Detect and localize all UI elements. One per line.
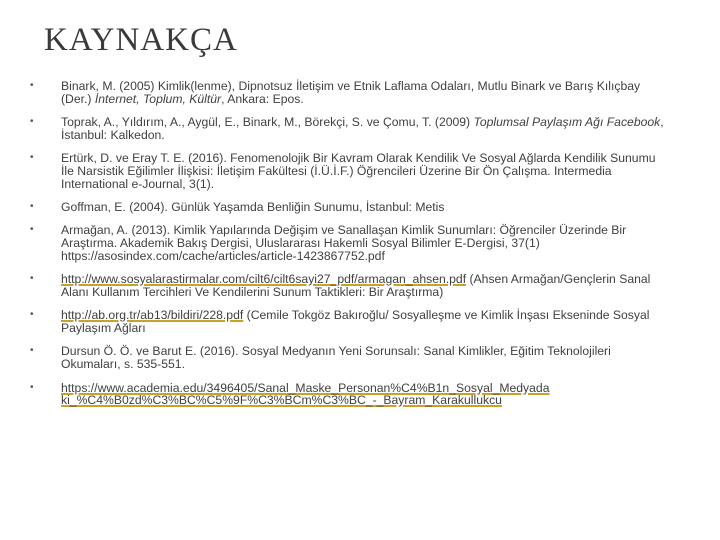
bullet-icon: • xyxy=(30,80,34,91)
reference-link[interactable]: https://www.academia.edu/3496405/Sanal_Maske_Personan%C4%B1n_Sosyal_Medyada ki_%C4%B0zd%C3%BC%C5%9F%C3%BCm%C3%BC_-_Bayram_Karakullukcu xyxy=(61,380,550,408)
bullet-icon: • xyxy=(30,116,34,128)
bullet-icon: • xyxy=(30,273,34,285)
reference-item xyxy=(30,201,670,214)
reference-item xyxy=(30,273,670,299)
bullet-icon: • xyxy=(30,201,34,213)
reference-book-title: İnternet, Toplum, Kültür xyxy=(94,91,222,106)
reference-text: Dursun Ö. Ö. ve Barut E. (2016). Sosyal Medyanın Yeni Sorunsalı: Sanal Kimlikler, Eğitim Teknolojileri Okumaları, s. 535-551. xyxy=(61,344,611,372)
reference-text: , İstanbul: Kalkedon. xyxy=(61,115,664,142)
reference-text: Binark, M. (2005) Kimlik(lenme), Dipnotsuz İletişim ve Etnik Laflama Odaları, Mutlu Binark ve Barış Kılıçbay (Der.) xyxy=(61,79,641,106)
reference-text: Armağan, A. (2013). Kimlik Yapılarında Değişim ve Sanallaşan Kimlik Sunumları: Öğrenciler Üzerinde Bir Araştırma. Akademik Bakış Dergisi, Uluslararası Hakemli Sosyal Bilimler E-Dergisi, 37(1) https://asosindex.com/cache/articles/article-1423867752.pdf xyxy=(61,223,627,263)
bullet-icon: • xyxy=(30,152,34,164)
reference-item xyxy=(30,80,670,106)
reference-item xyxy=(30,345,670,371)
reference-text: , Ankara: Epos. xyxy=(221,91,304,106)
reference-text: Ertürk, D. ve Eray T. E. (2016). Fenomenolojik Bir Kavram Olarak Kendilik Ve Sosyal Ağlarda Kendilik Sunumu İle Narsistik Eğilimler İlişkisi: İletişim Fakültesi (İ.Ü.İ.F.) Öğrencileri Üzerine Bir Ön Çalışma. Intermedia International e-Journal, 3(1). xyxy=(61,151,656,191)
reference-link[interactable]: http://ab.org.tr/ab13/bildiri/228.pdf xyxy=(61,308,244,323)
reference-list xyxy=(30,80,670,418)
bullet-icon: • xyxy=(30,381,34,393)
reference-text: Goffman, E. (2004). Günlük Yaşamda Benliğin Sunumu, İstanbul: Metis xyxy=(61,200,445,215)
bullet-icon: • xyxy=(30,345,34,357)
reference-item xyxy=(30,152,670,190)
reference-item xyxy=(30,382,670,408)
reference-text: Toprak, A., Yıldırım, A., Aygül, E., Binark, M., Börekçi, S. ve Çomu, T. (2009) xyxy=(61,115,474,130)
reference-item xyxy=(30,116,670,142)
page-title: KAYNAKÇA xyxy=(44,22,238,58)
reference-text: (Cemile Tokgöz Bakıroğlu/ Sosyalleşme ve Kimlik İnşası Ekseninde Sosyal Paylaşım Ağları xyxy=(61,308,650,336)
bullet-icon: • xyxy=(30,309,34,321)
reference-item xyxy=(30,309,670,335)
reference-item xyxy=(30,224,670,262)
reference-link[interactable]: http://www.sosyalarastirmalar.com/cilt6/cilt6sayi27_pdf/armagan_ahsen.pdf xyxy=(61,272,467,287)
bullet-icon: • xyxy=(30,224,34,236)
reference-book-title: Toplumsal Paylaşım Ağı Facebook xyxy=(473,115,661,130)
reference-text: (Ahsen Armağan/Gençlerin Sanal Alanı Kullanım Tercihleri Ve Kendilerini Sunum Taktikleri: Bir Araştırma) xyxy=(61,272,651,300)
